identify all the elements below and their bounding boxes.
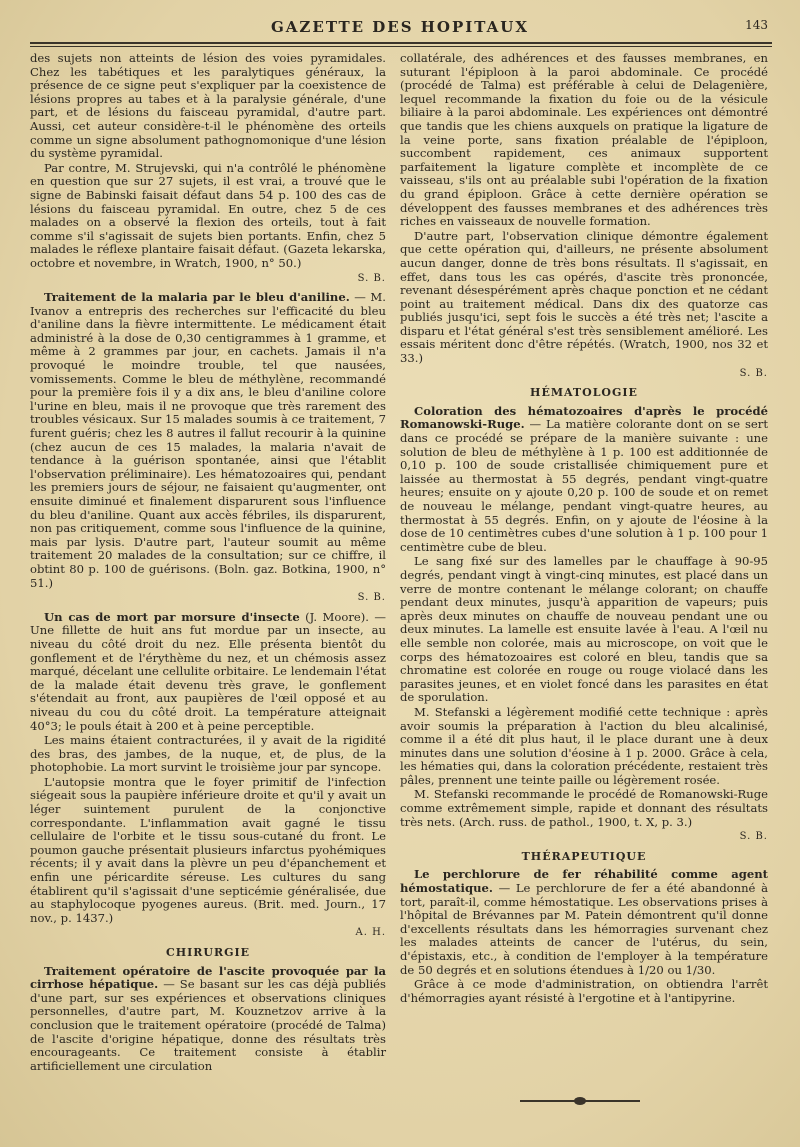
paragraph: M. Stefanski recommande le procédé de Romanowski-Ruge comme extrêmement simple, rapide et donnant des résultats très nets. (Arch. russ. de pathol., 1900, t. X, p. 3.) bbox=[400, 787, 768, 829]
article-iron-perchloride bbox=[400, 868, 768, 977]
paragraph: des sujets non atteints de lésion des voies pyramidales. Chez les tabétiques et les paralytiques généraux, la présence de ce signe peut s'expliquer par la coexistence de lésions propres au tabes et à la paralysie générale, d'une part, et de lésions du faisceau pyramidal, d'autre part. Aussi, cet auteur considère-t-il le phénomène des orteils comme un signe absolument pathognomonique d'une lésion du système pyramidal. bbox=[30, 51, 386, 161]
article-insect-bite bbox=[30, 611, 386, 733]
journal-title: GAZETTE DES HOPITAUX bbox=[270, 18, 529, 36]
article-text: — La matière colorante dont on se sert dans ce procédé se prépare de la manière suivante : une solution de bleu de méthylène à 1 p. 100 est additionnée de 0,10 p. 100 de soude cristallisée chimiquement pure et laissée au thermostat à 55 degrés, pendant vingt-quatre heures; ensuite on y ajoute 0,20 p. 100 de soude et on remet de nouveau le mélange, pendant vingt-quatre heures, au thermostat à 55 degrés. Enfin, on y ajoute de l'éosine à la dose de 10 centimètres cubes d'une solution à 1 p. 100 pour 1 centimètre cube de bleu. bbox=[400, 417, 768, 554]
paragraph: Grâce à ce mode d'administration, on obtiendra l'arrêt d'hémorragies ayant résisté à l'ergotine et à l'antipyrine. bbox=[400, 977, 768, 1005]
article-title: Un cas de mort par morsure d'insecte bbox=[44, 609, 300, 624]
section-heading-chirurgie: CHIRURGIE bbox=[165, 946, 251, 959]
page-header bbox=[0, 14, 800, 44]
author-initials: A. H. bbox=[355, 927, 386, 939]
paragraph: M. Stefanski a légèrement modifié cette technique : après avoir soumis la préparation à l'action du bleu alcalinisé, comme il a été dit plus haut, il le place durant une à deux minutes dans une solution d'éosine à 1 p. 2000. Grâce à cela, les hématies qui, dans la coloration précédente, restaient très pâles, prennent une teinte paille ou légèrement rosée. bbox=[400, 704, 768, 787]
article-title: Traitement opératoire de l'ascite provoquée par la cirrhose hépatique. bbox=[30, 963, 386, 992]
article-text: — Se basant sur les cas déjà publiés d'une part, sur ses expériences et observations cliniques personnelles, d'autre part, M. Kouznetzov arrive à la conclusion que le traitement opératoire (procédé de Talma) de l'ascite d'origine hépatique, donne des résultats très encourageants. Ce traitement consiste à établir artificiellement une circulation bbox=[30, 977, 386, 1073]
author-initials: S. B. bbox=[739, 367, 768, 379]
paragraph: L'autopsie montra que le foyer primitif de l'infection siégeait sous la paupière inférieure droite et qu'il y avait un léger suintement purulent de la conjonctive correspondante. L'inflammation avait gagné le tissu cellulaire de l'orbite et le tissu sous-cutané du front. Le poumon gauche présentait plusieurs infarctus pyohémiques récents; il y avait dans la plèvre un peu d'épanchement et enfin une péricardite séreuse. Les cultures du sang établirent qu'il s'agissait d'une septicémie généralisée, due au staphylocoque pyogenes aureus. (Brit. med. Journ., 17 nov., p. 1437.) bbox=[30, 774, 386, 925]
paragraph: Par contre, M. Strujevski, qui n'a contrôlé le phénomène en question que sur 27 sujets, il est vrai, a trouvé que le signe de Babinski faisait défaut dans 54 p. 100 des cas de lésions du faisceau pyramidal. En outre, chez 5 de ces malades on a observé la flexion des orteils, tout à fait comme s'il s'agissait de sujets bien portants. Enfin, chez 5 malades le réflexe plantaire faisait défaut. (Gazeta lekarska, octobre et novembre, in Wratch, 1900, n° 50.) bbox=[30, 160, 386, 270]
article-title: Le perchlorure de fer réhabilité comme agent hémostatique. bbox=[400, 867, 768, 896]
article-text: (J. Moore). — Une fillette de huit ans fut mordue par un insecte, au niveau du côté droit du nez. Elle présenta bientôt du gonflement et de l'érythème du nez, et un chémosis assez marqué, décelant une cellulite orbitaire. Le lendemain l'état de la malade était devenu très grave, le gonflement s'étendait au front, aux paupières de l'œil opposé et au niveau du cou du côté droit. La température atteignait 40°3; le pouls était à 200 et à peine perceptible. bbox=[30, 609, 386, 733]
article-title: Traitement de la malaria par le bleu d'aniline. bbox=[44, 290, 350, 305]
end-ornament bbox=[520, 1100, 640, 1102]
section-heading-hematologie: HÉMATOLOGIE bbox=[530, 386, 638, 400]
author-initials: S. B. bbox=[739, 831, 768, 843]
article-text: — M. Ivanov a entrepris des recherches sur l'efficacité du bleu d'aniline dans la fièvre intermittente. Le médicament était administré à la dose de 0,30 centigrammes à 1 gramme, et même à 2 grammes par jour, en cachets. Jamais il n'a provoqué le moindre trouble, tel que nausées, vomissements. Comme le bleu de méthylène, recommandé pour la première fois il y a dix ans, le bleu d'aniline colore l'urine en bleu, mais il ne provoque que très rarement des troubles vésicaux. Sur 15 malades soumis à ce traitement, 7 furent guéris; chez les 8 autres il fallut recourir à la quinine (chez aucun de ces 15 malades, la malaria n'avait de tendance à la guérison spontanée, ainsi que l'établit l'observation préliminaire). Les hématozoaires qui, pendant les premiers jours de séjour, ne faisaient qu'augmenter, ont ensuite diminué et finalement disparurent sous l'influence du bleu d'aniline. Quant aux accès fébriles, ils disparurent, non pas critiquement, comme sous l'influence de la quinine, mais par lysis. D'autre part, l'auteur soumit au même traitement 20 malades de la consultation; sur ce chiffre, il obtint 80 p. 100 de guérisons. (Boln. gaz. Botkina, 1900, n° 51.) bbox=[30, 290, 386, 590]
article-ascites bbox=[30, 965, 386, 1074]
page-number: 143 bbox=[745, 18, 768, 32]
author-initials: S. B. bbox=[357, 272, 386, 284]
header-rule bbox=[30, 42, 772, 47]
article-text: — Le perchlorure de fer a été abandonné à tort, paraît-il, comme hémostatique. Les observations prises à l'hôpital de Brévannes par M. Patein démontrent qu'il donne d'excellents résultats dans les hémorragies survenant chez les malades atteints de cancer de l'utérus, du sein, d'épistaxis, etc., à condition de l'employer à la température de 50 degrés et en solutions étendues à 1/20 ou 1/30. bbox=[400, 881, 768, 977]
section-heading-therapeutique: THÉRAPEUTIQUE bbox=[521, 849, 647, 863]
paragraph: D'autre part, l'observation clinique démontre également que cette opération qui, d'ailleurs, ne présente absolument aucun danger, donne de très bons résultats. Il s'agissait, en effet, dans tous les cas opérés, d'ascite très prononcée, revenant désespérément après chaque ponction et ne cédant point au traitement médical. Dans dix des quatorze cas publiés jusqu'ici, sept fois le succès a été très net; l'ascite a disparu et l'état général s'est très sensiblement amélioré. Les essais méritent donc d'être répétés. (Wratch, 1900, nos 32 et 33.) bbox=[400, 228, 768, 366]
right-column bbox=[400, 52, 768, 1006]
article-hematozoa-staining bbox=[400, 405, 768, 555]
paragraph: Les mains étaient contracturées, il y avait de la rigidité des bras, des jambes, de la nuque, et, de plus, de la photophobie. La mort survint le troisième jour par syncope. bbox=[30, 733, 386, 775]
article-title: Coloration des hématozoaires d'après le procédé Romanowski-Ruge. bbox=[400, 403, 768, 432]
article-malaria bbox=[30, 291, 386, 590]
paragraph: Le sang fixé sur des lamelles par le chauffage à 90-95 degrés, pendant vingt à vingt-cinq minutes, est placé dans un verre de montre contenant le mélange colorant; on chauffe pendant deux minutes, jusqu'à apparition de vapeurs; puis après deux minutes on chauffe de nouveau pendant une ou deux minutes. La lamelle est ensuite lavée à l'eau. A l'œil nu elle semble non colorée, mais au microscope, on voit que le corps des hématozoaires est coloré en bleu, tandis que sa chromatine est colorée en rouge ou rouge violacé dans les parasites jeunes, et en violet foncé dans les parasites en état de sporulation. bbox=[400, 554, 768, 705]
paragraph: collatérale, des adhérences et des fausses membranes, en suturant l'épiploon à la paroi abdominale. Ce procédé (procédé de Talma) est préférable à celui de Delagenière, lequel recommande la fixation du foie ou de la vésicule biliaire à la paroi abdominale. Les expériences ont démontré que tandis que les chiens auxquels on pratique la ligature de la veine porte, sans fixation préalable de l'épiploon, succombent rapidement, ces animaux supportent parfaitement la ligature complète et incomplète de ce vaisseau, s'ils ont au préalable subi l'opération de la fixation du grand épiploon. Grâce à cette dernière opération se développent des fausses membranes et des adhérences très riches en vaisseaux de nouvelle formation. bbox=[400, 51, 768, 229]
author-initials: S. B. bbox=[357, 592, 386, 604]
left-column bbox=[30, 52, 386, 1074]
